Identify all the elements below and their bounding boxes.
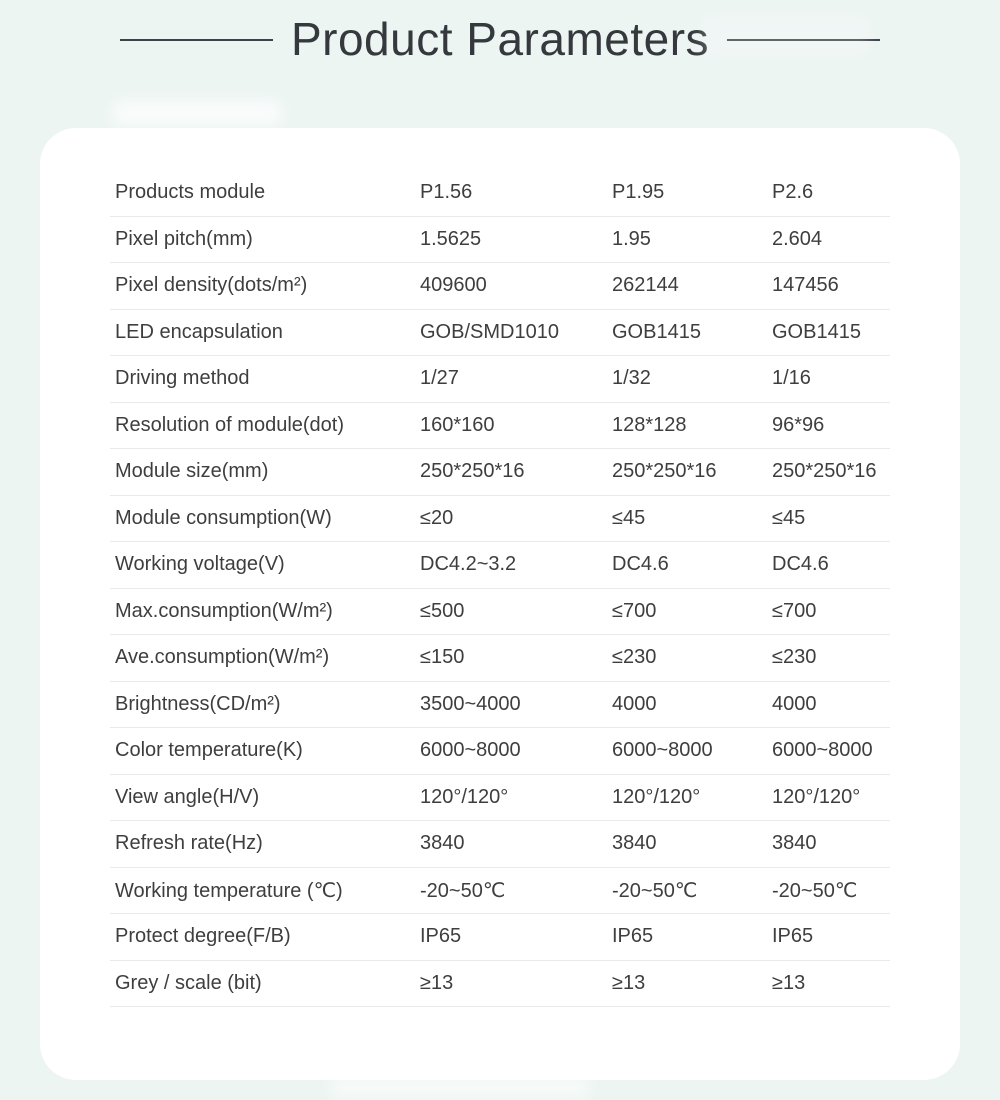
table-row: [110, 868, 890, 915]
cell-p26: ≤700: [772, 599, 817, 622]
page-title: Product Parameters: [290, 13, 710, 65]
row-label: Grey / scale (bit): [115, 971, 262, 994]
table-row: [110, 356, 890, 403]
cell-p156: ≤150: [420, 646, 465, 669]
table-row: [110, 542, 890, 589]
row-label: LED encapsulation: [115, 320, 283, 343]
cell-p26: 6000~8000: [772, 739, 873, 762]
cell-p156: GOB/SMD1010: [420, 320, 559, 343]
cell-p26: DC4.6: [772, 553, 829, 576]
cell-p195: DC4.6: [612, 553, 669, 576]
cell-p156: 120°/120°: [420, 785, 509, 808]
row-label: Products module: [115, 181, 266, 204]
row-label: Color temperature(K): [115, 739, 303, 762]
row-label: Protect degree(F/B): [115, 925, 291, 948]
row-label: Module consumption(W): [115, 506, 332, 529]
spec-table: [110, 170, 890, 1007]
cell-p156: IP65: [420, 925, 462, 948]
cell-p26: P2.6: [772, 181, 814, 204]
cell-p156: P1.56: [420, 181, 473, 204]
cell-p156: DC4.2~3.2: [420, 553, 517, 576]
table-row: [110, 961, 890, 1008]
row-label: Pixel density(dots/m²): [115, 274, 308, 297]
cell-p26: IP65: [772, 925, 814, 948]
cell-p195: ≤45: [612, 506, 646, 529]
cell-p26: 3840: [772, 832, 817, 855]
cell-p156: ≤20: [420, 506, 454, 529]
row-label: Ave.consumption(W/m²): [115, 646, 330, 669]
cell-p26: 250*250*16: [772, 460, 877, 483]
cell-p26: ≤230: [772, 646, 817, 669]
cell-p26: 2.604: [772, 227, 823, 250]
cell-p195: 1.95: [612, 227, 651, 250]
row-label: Working voltage(V): [115, 553, 285, 576]
table-row: [110, 589, 890, 636]
cell-p156: -20~50℃: [420, 879, 506, 902]
cell-p26: GOB1415: [772, 320, 861, 343]
cell-p156: 1/27: [420, 367, 459, 390]
cell-p195: GOB1415: [612, 320, 701, 343]
cell-p195: 262144: [612, 274, 679, 297]
cell-p156: 250*250*16: [420, 460, 525, 483]
cell-p195: ≥13: [612, 971, 646, 994]
cell-p26: ≤45: [772, 506, 806, 529]
row-label: Driving method: [115, 367, 250, 390]
cell-p195: ≤700: [612, 599, 657, 622]
row-label: Refresh rate(Hz): [115, 832, 263, 855]
row-label: Module size(mm): [115, 460, 269, 483]
title-left-line: [120, 39, 273, 41]
cell-p26: 147456: [772, 274, 839, 297]
cell-p156: 1.5625: [420, 227, 482, 250]
row-label: Pixel pitch(mm): [115, 227, 253, 250]
table-row: [110, 821, 890, 868]
table-row: [110, 217, 890, 264]
table-row: [110, 310, 890, 357]
cell-p156: 6000~8000: [420, 739, 521, 762]
cell-p195: ≤230: [612, 646, 657, 669]
table-row: [110, 403, 890, 450]
table-row: [110, 170, 890, 217]
watermark: [112, 100, 282, 126]
row-label: Resolution of module(dot): [115, 413, 345, 436]
row-label: View angle(H/V): [115, 785, 260, 808]
cell-p195: 128*128: [612, 413, 687, 436]
cell-p26: 120°/120°: [772, 785, 861, 808]
row-label: Working temperature (℃): [115, 879, 343, 902]
cell-p156: 160*160: [420, 413, 495, 436]
table-row: [110, 449, 890, 496]
cell-p195: -20~50℃: [612, 879, 698, 902]
cell-p156: 3840: [420, 832, 465, 855]
row-label: Brightness(CD/m²): [115, 692, 281, 715]
table-row: [110, 914, 890, 961]
table-row: [110, 635, 890, 682]
cell-p156: 409600: [420, 274, 487, 297]
cell-p26: 4000: [772, 692, 817, 715]
cell-p195: 1/32: [612, 367, 651, 390]
spec-card: [40, 128, 960, 1080]
cell-p195: 3840: [612, 832, 657, 855]
cell-p156: ≥13: [420, 971, 454, 994]
cell-p26: 1/16: [772, 367, 811, 390]
cell-p156: ≤500: [420, 599, 465, 622]
table-row: [110, 728, 890, 775]
cell-p26: 96*96: [772, 413, 825, 436]
cell-p195: 4000: [612, 692, 657, 715]
table-row: [110, 682, 890, 729]
cell-p195: IP65: [612, 925, 654, 948]
cell-p195: 250*250*16: [612, 460, 717, 483]
header: [0, 0, 1000, 78]
cell-p26: ≥13: [772, 971, 806, 994]
cell-p26: -20~50℃: [772, 879, 858, 902]
cell-p195: P1.95: [612, 181, 665, 204]
table-row: [110, 496, 890, 543]
cell-p156: 3500~4000: [420, 692, 521, 715]
cell-p195: 120°/120°: [612, 785, 701, 808]
table-row: [110, 263, 890, 310]
row-label: Max.consumption(W/m²): [115, 599, 333, 622]
table-row: [110, 775, 890, 822]
cell-p195: 6000~8000: [612, 739, 713, 762]
title-right-line: [727, 39, 880, 41]
